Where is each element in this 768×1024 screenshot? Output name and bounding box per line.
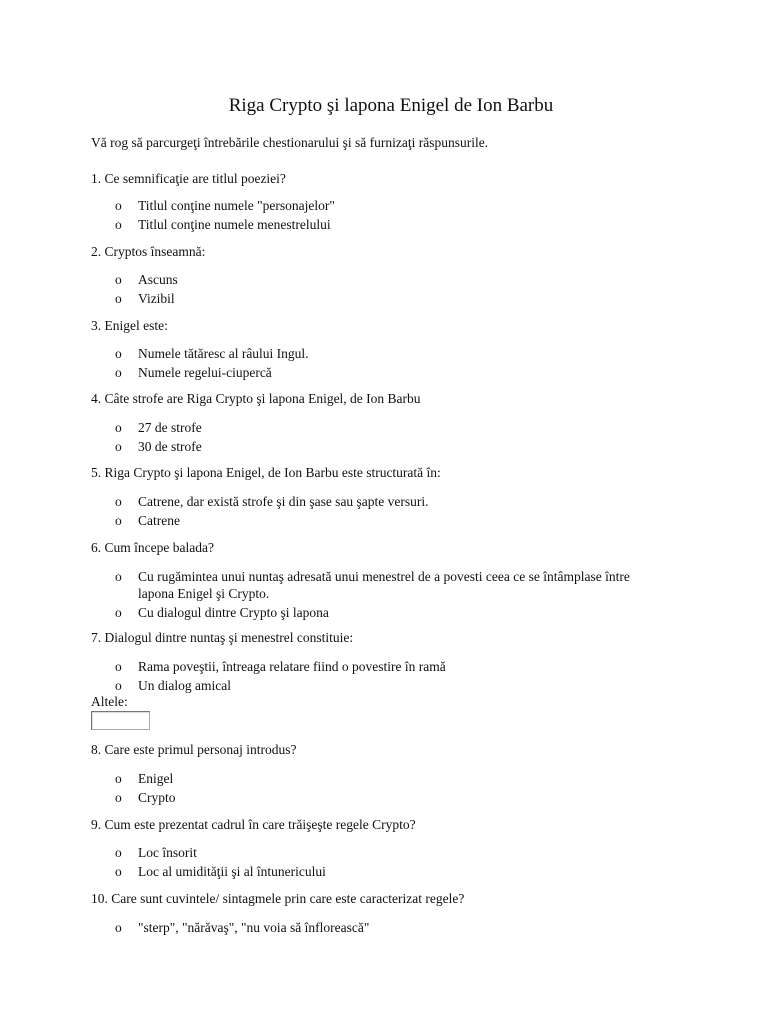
option-item — [91, 271, 651, 288]
option-label: Titlul conţine numele "personajelor" — [138, 198, 335, 213]
option-label: 30 de strofe — [138, 439, 202, 454]
bullet-icon: o — [115, 346, 122, 361]
option-label: Titlul conţine numele menestrelului — [138, 217, 331, 232]
question-1-options — [91, 197, 651, 235]
bullet-icon: o — [115, 864, 122, 879]
question-7: 7. Dialogul dintre nuntaş şi menestrel constituie: — [91, 630, 354, 645]
question-8: 8. Care este primul personaj introdus? — [91, 742, 297, 757]
question-3: 3. Enigel este: — [91, 318, 168, 333]
option-item — [91, 863, 651, 880]
option-label: Catrene — [138, 513, 180, 528]
question-9: 9. Cum este prezentat cadrul în care trăişeşte regele Crypto? — [91, 817, 416, 832]
question-2: 2. Cryptos înseamnă: — [91, 244, 206, 259]
option-item — [91, 345, 651, 362]
bullet-icon: o — [115, 845, 122, 860]
bullet-icon: o — [115, 513, 122, 528]
option-label: Crypto — [138, 790, 176, 805]
option-item — [91, 568, 651, 602]
other-label: Altele: — [91, 694, 128, 709]
question-4-options — [91, 419, 651, 457]
other-input[interactable] — [91, 711, 150, 730]
option-label: Loc al umidităţii şi al întunericului — [138, 864, 326, 879]
option-item — [91, 216, 651, 233]
bullet-icon: o — [115, 659, 122, 674]
question-8-options — [91, 770, 651, 808]
option-item — [91, 197, 651, 214]
bullet-icon: o — [115, 790, 122, 805]
option-item — [91, 364, 651, 381]
bullet-icon: o — [115, 920, 122, 935]
question-10: 10. Care sunt cuvintele/ sintagmele prin care este caracterizat regele? — [91, 891, 465, 906]
option-item — [91, 844, 651, 861]
bullet-icon: o — [115, 494, 122, 509]
option-label: Un dialog amical — [138, 678, 231, 693]
option-label: Ascuns — [138, 272, 178, 287]
document-title: Riga Crypto şi lapona Enigel de Ion Barbu — [228, 95, 554, 116]
option-label: 27 de strofe — [138, 420, 202, 435]
question-10-options — [91, 919, 651, 938]
option-item — [91, 512, 651, 529]
question-6: 6. Cum începe balada? — [91, 540, 214, 555]
option-label: Vizibil — [138, 291, 175, 306]
question-6-options — [91, 568, 651, 623]
option-item — [91, 604, 651, 621]
option-item — [91, 290, 651, 307]
option-label: Enigel — [138, 771, 174, 786]
intro-text: Vă rog să parcurgeţi întrebările chestionarului şi să furnizaţi răspunsurile. — [91, 135, 489, 150]
option-label: Numele tătăresc al râului Ingul. — [138, 346, 309, 361]
option-label: Catrene, dar există strofe şi din şase sau şapte versuri. — [138, 494, 429, 509]
question-5: 5. Riga Crypto şi lapona Enigel, de Ion Barbu este structurată în: — [91, 465, 441, 480]
option-item — [91, 919, 651, 936]
bullet-icon: o — [115, 605, 122, 620]
bullet-icon: o — [115, 569, 122, 584]
bullet-icon: o — [115, 420, 122, 435]
option-item — [91, 658, 651, 675]
question-7-options — [91, 658, 651, 696]
option-item — [91, 438, 651, 455]
option-item — [91, 789, 651, 806]
option-item — [91, 770, 651, 787]
question-9-options — [91, 844, 651, 882]
bullet-icon: o — [115, 291, 122, 306]
option-item — [91, 493, 651, 510]
option-label: Loc însorit — [138, 845, 197, 860]
bullet-icon: o — [115, 365, 122, 380]
bullet-icon: o — [115, 678, 122, 693]
option-label: Cu dialogul dintre Crypto şi lapona — [138, 605, 329, 620]
bullet-icon: o — [115, 198, 122, 213]
option-label: "sterp", "nărăvaş", "nu voia să înflorească" — [138, 920, 370, 935]
bullet-icon: o — [115, 272, 122, 287]
option-label: Numele regelui-ciupercă — [138, 365, 272, 380]
question-3-options — [91, 345, 651, 383]
option-item — [91, 677, 651, 694]
bullet-icon: o — [115, 439, 122, 454]
option-label: Rama poveştii, întreaga relatare fiind o povestire în ramă — [138, 659, 446, 674]
option-item — [91, 419, 651, 436]
option-label: Cu rugămintea unui nuntaş adresată unui menestrel de a povesti ceea ce se întâmplase între lapona Enigel şi Crypto. — [138, 569, 630, 601]
question-2-options — [91, 271, 651, 309]
bullet-icon: o — [115, 771, 122, 786]
question-4: 4. Câte strofe are Riga Crypto şi lapona Enigel, de Ion Barbu — [91, 391, 421, 406]
question-1: 1. Ce semnificaţie are titlul poeziei? — [91, 171, 286, 186]
bullet-icon: o — [115, 217, 122, 232]
question-5-options — [91, 493, 651, 531]
